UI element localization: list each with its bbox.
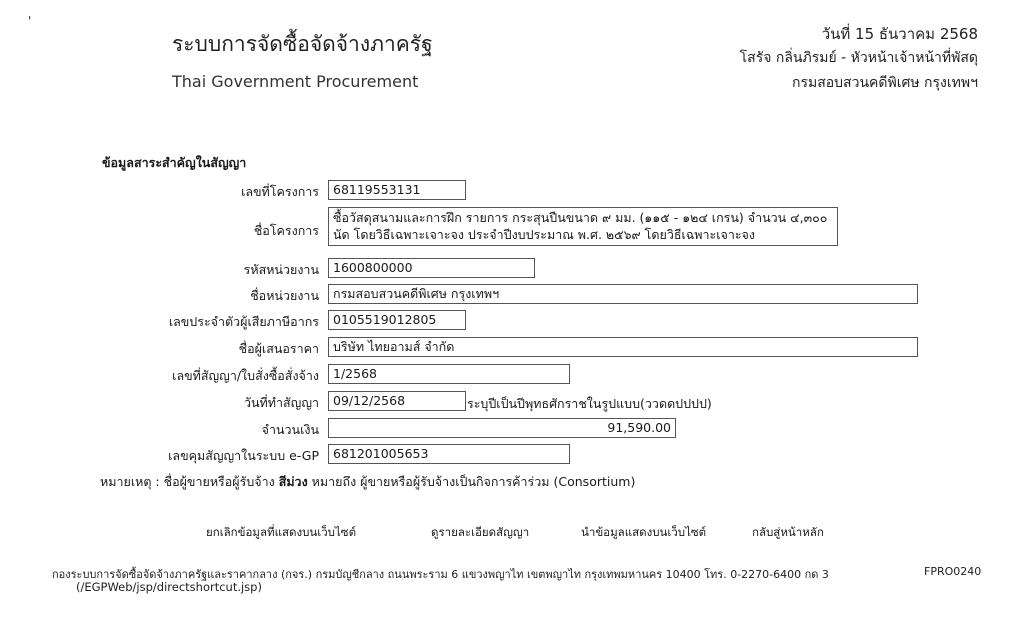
agency-name-field[interactable]: กรมสอบสวนคดีพิเศษ กรุงเทพฯ — [328, 284, 918, 304]
label-agency-code: รหัสหน่วยงาน — [243, 262, 319, 277]
note-prefix: หมายเหตุ : ชื่อผู้ขายหรือผู้รับจ้าง — [100, 474, 275, 489]
project-no-field[interactable]: 68119553131 — [328, 180, 466, 200]
view-contract-link[interactable]: ดูรายละเอียดสัญญา — [431, 525, 530, 539]
footer-path: (/EGPWeb/jsp/directshortcut.jsp) — [76, 580, 262, 594]
egp-no-field[interactable]: 681201005653 — [328, 444, 570, 464]
label-bidder-name: ชื่อผู้เสนอราคา — [238, 341, 319, 356]
footer-address: กองระบบการจัดซื้อจัดจ้างภาครัฐและราคากลาง (กจร.) กรมบัญชีกลาง ถนนพระราม 6 แขวงพญาไท เขตพญาไท กรุงเทพมหานคร 10400 โทร. 0-2270-6400 กด 3 — [52, 568, 829, 581]
label-agency-name: ชื่อหน่วยงาน — [250, 288, 319, 303]
label-contract-no: เลขที่สัญญา/ใบสั่งซื้อสั่งจ้าง — [172, 368, 319, 383]
consortium-note — [100, 472, 635, 492]
tax-id-field[interactable]: 0105519012805 — [328, 310, 466, 330]
note-suffix: หมายถึง ผู้ขายหรือผู้รับจ้างเป็นกิจการค้าร่วม (Consortium) — [311, 474, 636, 489]
system-title: ระบบการจัดซื้อจัดจ้างภาครัฐ — [172, 32, 433, 56]
system-subtitle: Thai Government Procurement — [172, 72, 419, 91]
label-amount: จำนวนเงิน — [261, 422, 319, 437]
page-code: FPRO0240 — [924, 565, 982, 578]
bidder-name-field[interactable]: บริษัท ไทยอามส์ จำกัด — [328, 337, 918, 357]
contract-date-field[interactable]: 09/12/2568 — [328, 391, 466, 411]
contract-no-field[interactable]: 1/2568 — [328, 364, 570, 384]
label-project-name: ชื่อโครงการ — [253, 223, 319, 238]
agency-code-field[interactable]: 1600800000 — [328, 258, 535, 278]
header-date: วันที่ 15 ธันวาคม 2568 — [821, 25, 978, 43]
note-highlight: สีม่วง — [278, 474, 308, 489]
header-officer: โสรัจ กลิ่นภิรมย์ - หัวหน้าเจ้าหน้าที่พัสดุ — [739, 50, 978, 66]
cancel-publish-link[interactable]: ยกเลิกข้อมูลที่แสดงบนเว็บไซต์ — [206, 525, 357, 539]
label-tax-id: เลขประจำตัวผู้เสียภาษีอากร — [168, 314, 319, 329]
section-title: ข้อมูลสาระสำคัญในสัญญา — [102, 155, 247, 170]
label-contract-date: วันที่ทำสัญญา — [243, 395, 319, 410]
label-project-no: เลขที่โครงการ — [241, 184, 319, 199]
project-name-field[interactable]: ซื้อวัสดุสนามและการฝึก รายการ กระสุนปืนขนาด ๙ มม. (๑๑๕ - ๑๒๔ เกรน) จำนวน ๔,๓๐๐ นัด โดยวิธีเฉพาะเจาะจง ประจำปีงบประมาณ พ.ศ. ๒๕๖๙ โดยวิธีเฉพาะเจาะจง — [328, 207, 838, 246]
scan-mark: ' — [28, 14, 32, 28]
amount-field[interactable]: 91,590.00 — [328, 418, 676, 438]
publish-link[interactable]: นำข้อมูลแสดงบนเว็บไซต์ — [581, 525, 707, 539]
header-agency: กรมสอบสวนคดีพิเศษ กรุงเทพฯ — [791, 75, 978, 91]
contract-date-hint: ระบุปีเป็นปีพุทธศักราชในรูปแบบ(ววดดปปปป) — [467, 396, 712, 411]
home-link[interactable]: กลับสู่หน้าหลัก — [752, 525, 824, 539]
label-egp-no: เลขคุมสัญญาในระบบ e-GP — [168, 448, 319, 463]
